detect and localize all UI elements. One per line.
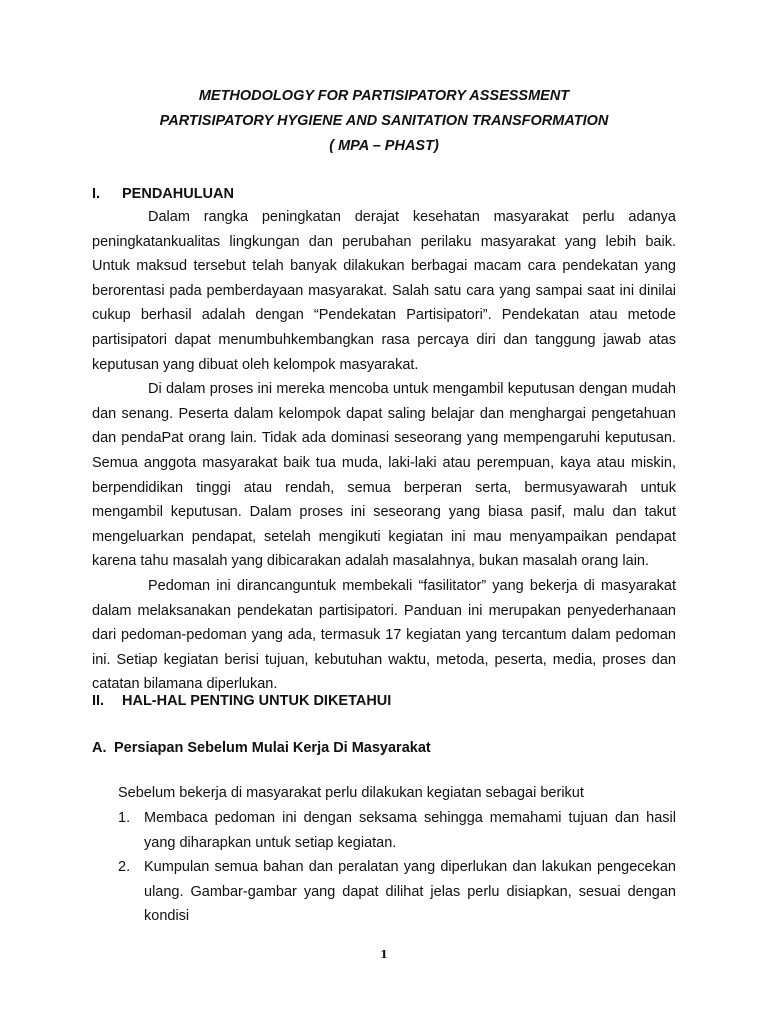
list-item-number: 1. bbox=[118, 810, 131, 826]
document-title-line-1: METHODOLOGY FOR PARTISIPATORY ASSESSMENT bbox=[198, 88, 570, 104]
document-title-line-2: PARTISIPATORY HYGIENE AND SANITATION TRANSFORMATION bbox=[159, 113, 609, 129]
section-2-title: HAL-HAL PENTING UNTUK DIKETAHUI bbox=[122, 693, 392, 709]
section-1-title: PENDAHULUAN bbox=[122, 186, 234, 202]
paragraph-2: Di dalam proses ini mereka mencoba untuk mengambil keputusan dengan mudah dan senang. Peserta dalam kelompok dapat saling belajar dan menghargai pengetahuan dan pendaPat orang lain. Tidak ada dominasi seseorang yang mempengaruhi keputusan. Semua anggota masyarakat baik tua muda, laki-laki atau perempuan, kaya atau miskin, berpendidikan tinggi atau rendah, semua berperan serta, bermusyawarah untuk mengambil keputusan. Dalam proses ini seseorang yang biasa pasif, malu dan takut mengeluarkan pendapat, setelah mengikuti kegiatan ini mau menyampaikan pendapat karena tahu masalah yang dibicarakan adalah masalahnya, bukan masalah orang lain. bbox=[92, 381, 676, 570]
list-item-text: Membaca pedoman ini dengan seksama sehingga memahami tujuan dan hasil yang diharapkan untuk setiap kegiatan. bbox=[144, 810, 676, 851]
list-item bbox=[118, 855, 676, 929]
list-item-text: Kumpulan semua bahan dan peralatan yang diperlukan dan lakukan pengecekan ulang. Gambar-gambar yang dapat dilihat jelas perlu disiapkan, sesuai dengan kondisi bbox=[144, 859, 676, 925]
subsection-a-intro: Sebelum bekerja di masyarakat perlu dilakukan kegiatan sebagai berikut bbox=[118, 785, 584, 801]
list-item-number: 2. bbox=[118, 859, 131, 876]
section-1-number: I. bbox=[92, 186, 101, 202]
document-title-line-3: ( MPA – PHAST) bbox=[329, 138, 439, 154]
section-2-heading bbox=[92, 692, 392, 710]
paragraph-1: Dalam rangka peningkatan derajat kesehatan masyarakat perlu adanya peningkatankualitas lingkungan dan perubahan perilaku masyarakat yang lebih baik. Untuk maksud tersebut telah banyak dilakukan berbagai macam cara pendekatan yang berorentasi pada pemberdayaan masyarakat. Salah satu cara yang sampai saat ini dinilai cukup berhasil adalah dengan “Pendekatan Partisipatori”. Pendekatan atau metode partisipatori dapat menumbuhkembangkan rasa percaya diri dan tanggung jawab atas keputusan yang dibuat oleh kelompok masyarakat. bbox=[92, 209, 676, 373]
section-1-heading bbox=[92, 185, 234, 203]
page-number: 1 bbox=[380, 948, 388, 961]
preparation-list bbox=[118, 806, 676, 929]
subsection-a-title: Persiapan Sebelum Mulai Kerja Di Masyarakat bbox=[114, 740, 431, 756]
paragraph-3: Pedoman ini dirancanguntuk membekali “fasilitator” yang bekerja di masyarakat dalam melaksanakan pendekatan partisipatori. Panduan ini merupakan penyederhanaan dari pedoman-pedoman yang ada, termasuk 17 kegiatan yang tercantum dalam pedoman ini. Setiap kegiatan berisi tujuan, kebutuhan waktu, metoda, peserta, media, proses dan catatan bilamana diperlukan. bbox=[92, 577, 676, 693]
section-1-body bbox=[92, 205, 676, 697]
list-item bbox=[118, 806, 676, 855]
section-2-number: II. bbox=[92, 693, 105, 709]
subsection-a-number: A. bbox=[92, 740, 107, 756]
subsection-a-heading bbox=[92, 739, 431, 757]
